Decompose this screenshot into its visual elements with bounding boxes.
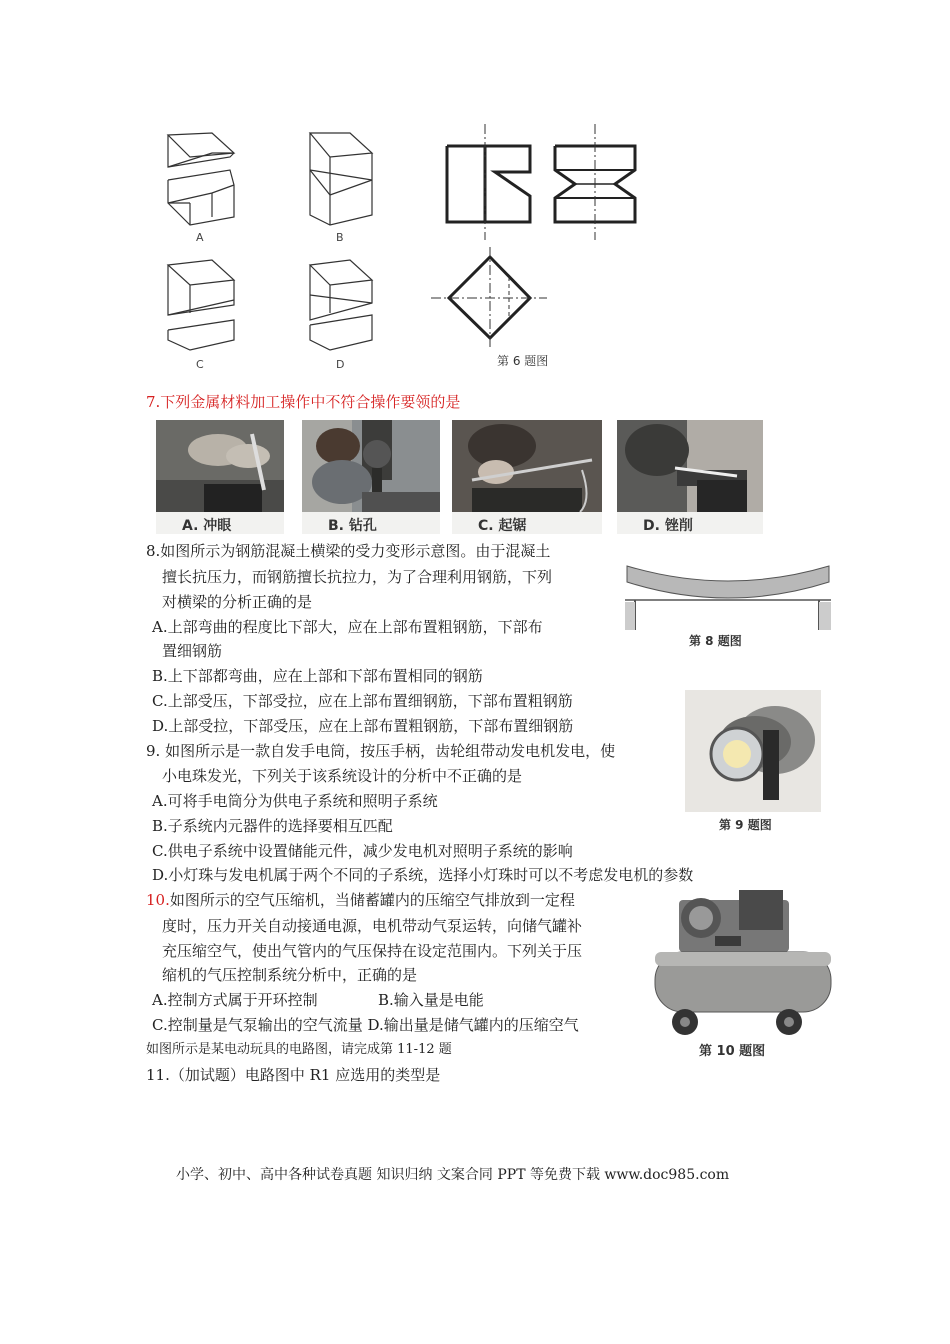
compressor-photo (643, 880, 843, 1038)
q8-option-d: D.上部受拉，下部受压，应在上部布置粗钢筋，下部布置细钢筋 (152, 717, 574, 735)
q8-line-1: 8.如图所示为钢筋混凝土横梁的受力变形示意图。由于混凝土 (146, 542, 551, 560)
block-b (310, 133, 372, 225)
block-d (310, 260, 372, 350)
q9-option-a: A.可将手电筒分为供电子系统和照明子系统 (152, 792, 438, 810)
q7-photo-d (617, 420, 763, 534)
q8-option-a-line-2: 置细钢筋 (162, 642, 223, 660)
q6-blocks-drawing (150, 125, 400, 385)
q8-figure-caption: 第 8 题图 (689, 634, 742, 648)
three-view-svg (425, 122, 665, 372)
q10-line-1 (146, 891, 575, 909)
q10-option-a: A.控制方式属于开环控制 (152, 991, 318, 1009)
q8-option-a-line-1: A.上部弯曲的程度比下部大，应在上部布置粗钢筋，下部布 (152, 618, 543, 636)
q10-line-4: 缩机的气压控制系统分析中，正确的是 (162, 966, 418, 984)
q10-line-3: 充压缩空气，使出气管内的气压保持在设定范围内。下列关于压 (162, 942, 583, 960)
q9-figure (685, 690, 821, 832)
q7-caption-a: A. 冲眼 (156, 512, 284, 534)
q9-option-c: C.供电子系统中设置储能元件，减少发电机对照明子系统的影响 (152, 842, 573, 860)
q8-option-c: C.上部受压，下部受拉，应在上部布置细钢筋，下部布置粗钢筋 (152, 692, 573, 710)
q7-photo-c (452, 420, 602, 534)
q6-label-a: A (196, 231, 204, 244)
q6-label-c: C (196, 358, 204, 371)
q7-photo-b (302, 420, 440, 534)
q7-photo-a (156, 420, 284, 534)
q6-figure-caption: 第 6 题图 (497, 354, 549, 368)
q6-option-figures (150, 125, 400, 385)
q8-line-2: 擅长抗压力，而钢筋擅长抗拉力，为了合理利用钢筋，下列 (162, 568, 553, 586)
q6-label-d: D (336, 358, 345, 371)
q10-number: 10. (146, 891, 170, 909)
q10-line-1-text: 如图所示的空气压缩机，当储蓄罐内的压缩空气排放到一定程 (169, 891, 575, 909)
q9-option-b: B.子系统内元器件的选择要相互匹配 (152, 817, 393, 835)
q8-figure (625, 558, 831, 658)
q6-three-view-drawing (425, 122, 665, 372)
page-footer: 小学、初中、高中各种试卷真题 知识归纳 文案合同 PPT 等免费下载 www.doc985.com (176, 1167, 730, 1183)
q10-figure (643, 880, 843, 1060)
q7-question: 7.下列金属材料加工操作中不符合操作要领的是 (146, 393, 461, 411)
q10-line-2: 度时，压力开关自动接通电源，电机带动气泵运转，向储气罐补 (162, 917, 583, 935)
q10-option-cd: C.控制量是气泵输出的空气流量 D.输出量是储气罐内的压缩空气 (152, 1016, 579, 1034)
q10-figure-caption: 第 10 题图 (699, 1044, 766, 1059)
q11-question: 11.（加试题）电路图中 R1 应选用的类型是 (146, 1066, 441, 1084)
block-a (168, 133, 234, 225)
q7-caption-c: C. 起锯 (452, 512, 602, 534)
flashlight-photo (685, 690, 821, 812)
q9-option-d: D.小灯珠与发电机属于两个不同的子系统，选择小灯珠时可以不考虑发电机的参数 (152, 866, 694, 884)
q8-line-3: 对横梁的分析正确的是 (162, 593, 313, 611)
q8-option-b: B.上下部都弯曲，应在上部和下部布置相同的钢筋 (152, 667, 483, 685)
q6-label-b: B (336, 231, 344, 244)
intro-11-12: 如图所示是某电动玩具的电路图，请完成第 11-12 题 (146, 1042, 452, 1057)
q10-option-b: B.输入量是电能 (378, 991, 484, 1009)
q9-line-1: 9. 如图所示是一款自发手电筒，按压手柄，齿轮组带动发电机发电，使 (146, 742, 616, 760)
q9-figure-caption: 第 9 题图 (719, 818, 772, 832)
block-c (168, 260, 234, 350)
q7-caption-b: B. 钻孔 (302, 512, 440, 534)
q7-caption-d: D. 锉削 (617, 512, 763, 534)
q9-line-2: 小电珠发光，下列关于该系统设计的分析中不正确的是 (162, 767, 523, 785)
